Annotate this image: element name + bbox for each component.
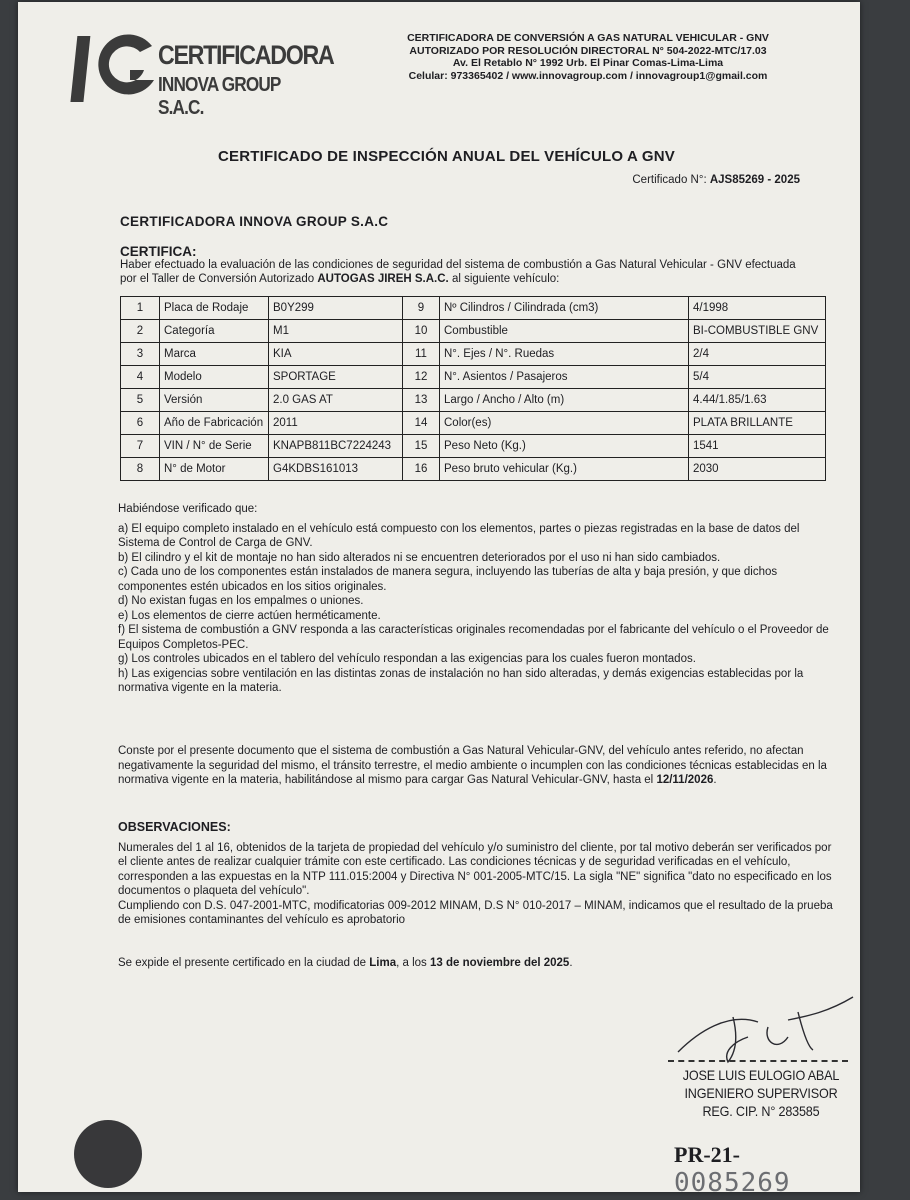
table-row	[121, 458, 826, 481]
verification-item-h: h) Las exigencias sobre ventilación en las distintas zonas de instalación no han sido alteradas, y demás exigencias establecidas por la normativa vigente en la materia.	[118, 667, 804, 694]
table-row	[121, 297, 826, 320]
header-line2: AUTORIZADO POR RESOLUCIÓN DIRECTORAL N° 504-2022-MTC/17.03	[409, 44, 767, 57]
verification-item-c: c) Cada uno de los componentes están instalados de manera segura, incluyendo las tuberías de alta y baja presión, y que dichos componentes estén ubicados en los sitios originales.	[118, 566, 778, 593]
vehicle-cell-v2: 4/1998	[689, 297, 826, 320]
vehicle-cell-n2: 13	[403, 389, 440, 412]
verification-item-f: f) El sistema de combustión a GNV responda a las características originales recomendadas por el fabricante del vehículo o el Proveedor de Equipos Completos-PEC.	[118, 624, 829, 651]
vehicle-cell-v1: KIA	[269, 343, 403, 366]
intro-text: Haber efectuado la evaluación de las condiciones de seguridad del sistema de combustión a Gas Natural Vehicular - GNV efectuada por el Taller de Conversión Autorizado	[120, 259, 796, 285]
validity-date: 12/11/2026	[656, 774, 714, 786]
vehicle-cell-v1: KNAPB811BC7224243	[269, 435, 403, 458]
vehicle-cell-v2: PLATA BRILLANTE	[689, 412, 826, 435]
vehicle-cell-v2: 4.44/1.85/1.63	[689, 389, 826, 412]
observations-p1: Numerales del 1 al 16, obtenidos de la tarjeta de propiedad del vehículo y/o suministro del cliente, por tal motivo deberán ser verificados por el cliente antes de realizar cualquier trámite con este certificado. Las condiciones técnicas y de seguridad verificadas en el vehículo, corresponden a las expuestas en la NTP 111.015:2004 y Directiva N° 001-2005-MTC/15. La sigla "NE" significa "dato no especificado en los documentos o plaqueta del vehículo".	[118, 841, 832, 897]
issue-city: Lima	[369, 957, 397, 969]
vehicle-cell-v1: M1	[269, 320, 403, 343]
issue-end: .	[569, 957, 573, 969]
vehicle-cell-n1: 5	[121, 389, 160, 412]
certifica-heading: CERTIFICA:	[120, 244, 197, 259]
vehicle-cell-n2: 9	[403, 297, 440, 320]
verified-section	[118, 502, 838, 696]
signature-block	[676, 1066, 847, 1120]
signer-registration: REG. CIP. N° 283585	[702, 1103, 820, 1119]
issue-date: 13 de noviembre del 2025	[429, 957, 570, 969]
observations-title: OBSERVACIONES:	[118, 820, 231, 834]
table-row	[121, 389, 826, 412]
vehicle-cell-v2: 2030	[689, 458, 826, 481]
company-name: CERTIFICADORA INNOVA GROUP S.A.C	[120, 214, 389, 229]
verification-item-a: a) El equipo completo instalado en el vehículo está compuesto con los elementos, partes o piezas registradas en la base de datos del Sistema de Control de Carga de GNV.	[118, 522, 800, 549]
vehicle-cell-l2: N°. Asientos / Pasajeros	[440, 366, 689, 389]
vehicle-cell-l2: Largo / Ancho / Alto (m)	[440, 389, 689, 412]
vehicle-cell-l2: Peso Neto (Kg.)	[440, 435, 689, 458]
vehicle-cell-l1: Modelo	[160, 366, 269, 389]
conste-paragraph	[118, 744, 838, 788]
certificate-number-label: Certificado N°:	[632, 174, 707, 186]
vehicle-cell-l2: Nº Cilindros / Cilindrada (cm3)	[440, 297, 689, 320]
vehicle-cell-v2: 2/4	[689, 343, 826, 366]
header-line1: CERTIFICADORA DE CONVERSIÓN A GAS NATURAL VEHICULAR - GNV	[407, 32, 769, 44]
issue-text: Se expide el presente certificado en la ciudad de	[118, 957, 370, 969]
vehicle-cell-n1: 7	[121, 435, 160, 458]
vehicle-cell-l2: N°. Ejes / N°. Ruedas	[440, 343, 689, 366]
vehicle-cell-v1: SPORTAGE	[269, 366, 403, 389]
table-row	[121, 435, 826, 458]
vehicle-cell-n1: 8	[121, 458, 160, 481]
table-row	[121, 366, 826, 389]
signer-name: JOSE LUIS EULOGIO ABAL	[682, 1067, 840, 1083]
vehicle-cell-v2: BI-COMBUSTIBLE GNV	[689, 320, 826, 343]
signature-line	[668, 1060, 848, 1062]
verification-item-g: g) Los controles ubicados en el tablero del vehículo respondan a las exigencias para los cuales fueron montados.	[118, 653, 696, 665]
observations-section	[118, 820, 838, 928]
vehicle-cell-l1: Versión	[160, 389, 269, 412]
header-block	[368, 32, 808, 82]
table-row	[121, 320, 826, 343]
logo-line1: CERTIFICADORA	[158, 40, 334, 70]
signer-title: INGENIERO SUPERVISOR	[684, 1085, 838, 1101]
vehicle-table	[120, 296, 826, 481]
punch-hole	[74, 1120, 142, 1188]
certificate-number-value: AJS85269 - 2025	[709, 174, 800, 186]
serial-value: 0085269	[674, 1168, 791, 1198]
vehicle-cell-l2: Peso bruto vehicular (Kg.)	[440, 458, 689, 481]
vehicle-cell-l1: Categoría	[160, 320, 269, 343]
workshop-name: AUTOGAS JIREH S.A.C.	[317, 273, 449, 285]
vehicle-cell-n1: 6	[121, 412, 160, 435]
logo-line2: INNOVA GROUP S.A.C.	[158, 74, 281, 119]
vehicle-cell-n1: 1	[121, 297, 160, 320]
serial-number	[674, 1142, 860, 1198]
vehicle-cell-l1: Marca	[160, 343, 269, 366]
vehicle-cell-n1: 2	[121, 320, 160, 343]
verification-item-b: b) El cilindro y el kit de montaje no han sido alterados ni se encuentren deteriorados por el uso ni han sido cambiados.	[118, 551, 721, 564]
serial-prefix: PR-21-	[674, 1142, 740, 1167]
vehicle-cell-n2: 16	[403, 458, 440, 481]
vehicle-cell-n2: 15	[403, 435, 440, 458]
header-line4: Celular: 973365402 / www.innovagroup.com / innovagroup1@gmail.com	[408, 69, 768, 82]
intro-text-end: al siguiente vehículo:	[448, 273, 560, 285]
vehicle-cell-n2: 10	[403, 320, 440, 343]
certificate-number	[632, 174, 800, 186]
vehicle-cell-v1: 2011	[269, 412, 403, 435]
vehicle-cell-l1: VIN / N° de Serie	[160, 435, 269, 458]
verification-item-e: e) Los elementos de cierre actúen herméticamente.	[118, 609, 381, 622]
vehicle-cell-v1: B0Y299	[269, 297, 403, 320]
vehicle-cell-l2: Color(es)	[440, 412, 689, 435]
vehicle-cell-v2: 5/4	[689, 366, 826, 389]
table-row	[121, 412, 826, 435]
issue-statement	[118, 956, 838, 971]
verification-item-d: d) No existan fugas en los empalmes o uniones.	[118, 595, 364, 607]
vehicle-cell-n2: 11	[403, 343, 440, 366]
vehicle-cell-l1: Placa de Rodaje	[160, 297, 269, 320]
vehicle-cell-v2: 1541	[689, 435, 826, 458]
vehicle-cell-n1: 3	[121, 343, 160, 366]
vehicle-cell-n2: 12	[403, 366, 440, 389]
verified-intro: Habiéndose verificado que:	[118, 503, 258, 515]
vehicle-cell-n2: 14	[403, 412, 440, 435]
company-logo	[70, 30, 334, 119]
vehicle-cell-v1: G4KDBS161013	[269, 458, 403, 481]
observations-p2: Cumpliendo con D.S. 047-2001-MTC, modificatorias 009-2012 MINAM, D.S N° 010-2017 – MINAM, indicamos que el resultado de la prueba de emisiones contaminantes del vehículo es aprobatorio	[118, 899, 833, 926]
vehicle-cell-n1: 4	[121, 366, 160, 389]
vehicle-cell-v1: 2.0 GAS AT	[269, 389, 403, 412]
document-title: CERTIFICADO DE INSPECCIÓN ANUAL DEL VEHÍCULO A GNV	[218, 148, 675, 165]
intro-paragraph	[120, 258, 810, 286]
conste-end: .	[713, 774, 717, 786]
header-line3: Av. El Retablo N° 1992 Urb. El Pinar Comas-Lima-Lima	[452, 57, 724, 69]
issue-text2: , a los	[396, 957, 430, 969]
vehicle-cell-l2: Combustible	[440, 320, 689, 343]
vehicle-cell-l1: Año de Fabricación	[160, 412, 269, 435]
conste-text: Conste por el presente documento que el sistema de combustión a Gas Natural Vehicular-GNV, del vehículo antes referido, no afectan negativamente la seguridad del mismo, el tránsito terrestre, el medio ambiente o incumplen con las condiciones técnicas establecidas en la normativa vigente en la materia, habilitándose al mismo para cargar Gas Natural Vehicular-GNV, hasta el	[118, 745, 827, 786]
vehicle-cell-l1: N° de Motor	[160, 458, 269, 481]
innova-logo-icon	[70, 30, 160, 108]
certificate-page	[18, 2, 860, 1198]
table-row	[121, 343, 826, 366]
